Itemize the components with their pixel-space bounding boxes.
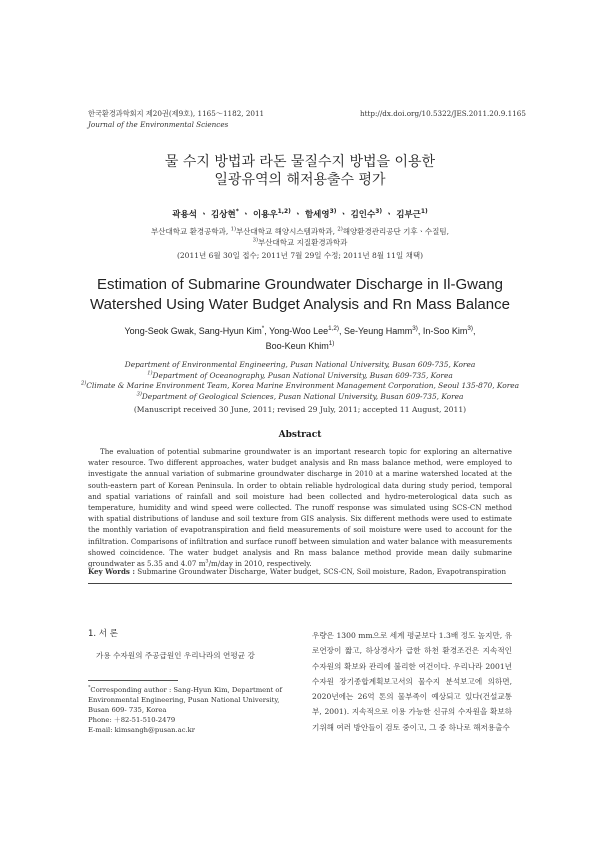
section-heading-introduction: 1. 서 론 [88, 629, 118, 639]
affiliation-line [40, 360, 560, 371]
english-title-line2: Watershed Using Water Budget Analysis and Rn Mass Balance [90, 296, 510, 313]
journal-name: Journal of the Environmental Sciences [88, 120, 229, 129]
author-name: 곽용석 [172, 210, 197, 220]
author-sup: 3) [412, 325, 418, 332]
english-title-line1: Estimation of Submarine Groundwater Discharge in Il-Gwang [96, 276, 504, 293]
footnote-email[interactable]: E-mail: kimsangh@pusan.ac.kr [88, 726, 196, 734]
affil-text: Department of Oceanography, Pusan National University, Busan 609-735, Korea [152, 370, 453, 380]
english-authors-line2 [40, 339, 560, 354]
author-name: Se-Yeung Hamm [344, 326, 413, 336]
affil-sup: 3) [252, 237, 259, 244]
author-sup: 1) [328, 340, 335, 347]
author-name: 이용우 [252, 210, 278, 220]
author-name: 함세영 [304, 210, 330, 220]
author-name: 김상현 [211, 210, 236, 220]
korean-dates: (2011년 6월 30일 접수; 2011년 7월 29일 수정; 2011년 8월 11일 채택) [176, 251, 423, 260]
author-sup: 3) [467, 325, 473, 332]
keywords [88, 567, 512, 576]
author-sup: 1,2) [277, 208, 291, 216]
abstract-sup: 3 [205, 558, 209, 565]
footnote-phone: Phone: ＋82-51-510-2479 [88, 716, 176, 724]
author-name: 김인수 [350, 210, 376, 220]
footnote-sup: * [88, 685, 91, 691]
affiliation-line [40, 381, 560, 392]
keywords-label: Key Words : [88, 567, 136, 576]
affil-sup: 2) [337, 226, 343, 233]
intro-right-column: 우량은 1300 mm으로 세계 평균보다 1.3배 정도 높지만, 유로연장이 짧고, 하상경사가 급한 하천 환경조건은 지속적인 수자원의 확보와 관리에 불리한 여건이다. 우리나라 2001년 수자원 장기종합계획보고서의 물수지 분석보고에 의하면, 2020년에는 26억 톤의 물부족이 예상되고 있다(건설교통부, 2001). 지속적으로 이용 가능한 신규의 수자원을 확보하기위해 여러 방안들이 검토 중이고, 그 중 하나로 해저용출수 [312, 631, 512, 732]
author-sup: 1) [420, 208, 428, 216]
english-dates: (Manuscript received 30 June, 2011; revised 29 July, 2011; accepted 11 August, 2011) [133, 405, 467, 414]
author-name: Sang-Hyun Kim [198, 326, 262, 336]
corresponding-author-footnote [88, 685, 298, 735]
abstract-text-end: /m/day in 2010, respectively. [208, 559, 312, 569]
footnote-corresponding [88, 685, 298, 715]
affil-sup: 1) [147, 370, 153, 377]
author-sup: * [261, 325, 265, 332]
korean-title [0, 153, 600, 189]
author-name: Yong-Woo Lee [269, 326, 329, 336]
affil-text: 부산대학교 지질환경과학과 [258, 238, 348, 247]
author-name: 김부근 [396, 210, 421, 220]
affil-sup: 2) [80, 380, 87, 387]
author-sup: * [235, 208, 239, 216]
author-name: Boo-Keun Khim [265, 341, 329, 351]
affiliation-line [40, 371, 560, 382]
footnote-corr-text: Corresponding author : Sang-Hyun Kim, Department of Environmental Engineering, Pusan National University, Busan 609- 735, Korea [88, 686, 283, 714]
author-sup: 3) [375, 208, 383, 216]
journal-citation: 한국환경과학회지 제20권(제9호), 1165～1182, 2011 [88, 109, 265, 118]
abstract-heading: Abstract [278, 430, 322, 440]
korean-affil-line1 [60, 226, 540, 237]
affil-text: 부산대학교 환경공학과, [151, 227, 229, 236]
abstract-body [88, 446, 512, 569]
affil-text: Climate & Marine Environment Team, Korea Marine Environment Management Corporation, Seoul 135-870, Korea [86, 381, 520, 390]
keywords-list: Submarine Groundwater Discharge, Water budget, SCS-CN, Soil moisture, Radon, Evapotranspiration [137, 567, 507, 576]
english-title [40, 275, 560, 315]
korean-authors: 곽용석 ㆍ 김상현* ㆍ 이용우$^{1,2)}$ ㆍ 함세영$^{3)}$ ㆍ 김인수$^{3)}$ ㆍ 김부근$^{1)}$ [172, 208, 428, 220]
running-header-left [88, 108, 264, 130]
korean-title-line1: 물 수지 방법과 라돈 물질수지 방법을 이용한 [164, 154, 436, 170]
author-sup: 3) [329, 208, 337, 216]
affil-text: Department of Environmental Engineering, Pusan National University, Busan 609-735, Korea [124, 360, 476, 369]
keywords-divider [88, 583, 512, 584]
affil-text: 부산대학교 해양시스템과학과, [236, 227, 335, 236]
doi-link[interactable]: http://dx.doi.org/10.5322/JES.2011.20.9.1165 [360, 109, 526, 118]
affil-sup: 3) [136, 391, 142, 398]
author-sup: 1,2) [328, 325, 339, 332]
affil-text: 해양환경관리공단 기후ㆍ수질팀, [342, 227, 449, 236]
korean-affiliations [60, 226, 540, 248]
author-name: In-Soo Kim [422, 326, 468, 336]
korean-affil-line2 [60, 237, 540, 248]
affiliation-line [40, 392, 560, 403]
english-authors [40, 324, 560, 354]
intro-left-paragraph: 가용 수자원의 주공급원인 우리나라의 연평균 강 [96, 651, 255, 660]
footnote-divider [88, 680, 178, 681]
affil-sup: 1) [230, 226, 237, 233]
korean-title-line2: 일광유역의 해저용출수 평가 [214, 172, 386, 188]
abstract-text: The evaluation of potential submarine groundwater is an important research topic for exploring an alternative water resource. Two different approaches, water budget analysis and Rn mass balance method, were employed to investigate the annual variation of submarine groundwater discharge in 2010 at a marine watershed located at the south-eastern part of Korean Peninsula. In order to obtain reliable hydrological data during study period, temporal and spatial variations of rainfall and soil moisture had been collected and hydro-meterological data such as temperature, humidity and wind speed were collected. The runoff response was simulated using SCS-CN method with spatial distributions of landuse and soil texture from GIS analysis. Six different methods were used to estimate the monthly variation of evapotranspiration and field measurements of soil moisture were used to account for the infiltration. Comparisons of infiltration and surface runoff between simulation and water balance with measurements showed coincidence. The water budget analysis and Rn mass balance method provide mean daily submarine groundwater as 5.35 and 4.07 m [88, 447, 512, 569]
english-affiliations [40, 360, 560, 402]
english-authors-line1: Yong-Seok Gwak, Sang-Hyun Kim*, Yong-Woo Lee$^{1,2)}$, Se-Yeung Hamm$^{3)}$, In-Soo Kim$^{3)}$, [124, 325, 476, 336]
author-name: Yong-Seok Gwak [124, 326, 194, 336]
affil-text: Department of Geological Sciences, Pusan National University, Busan 609-735, Korea [141, 391, 464, 401]
